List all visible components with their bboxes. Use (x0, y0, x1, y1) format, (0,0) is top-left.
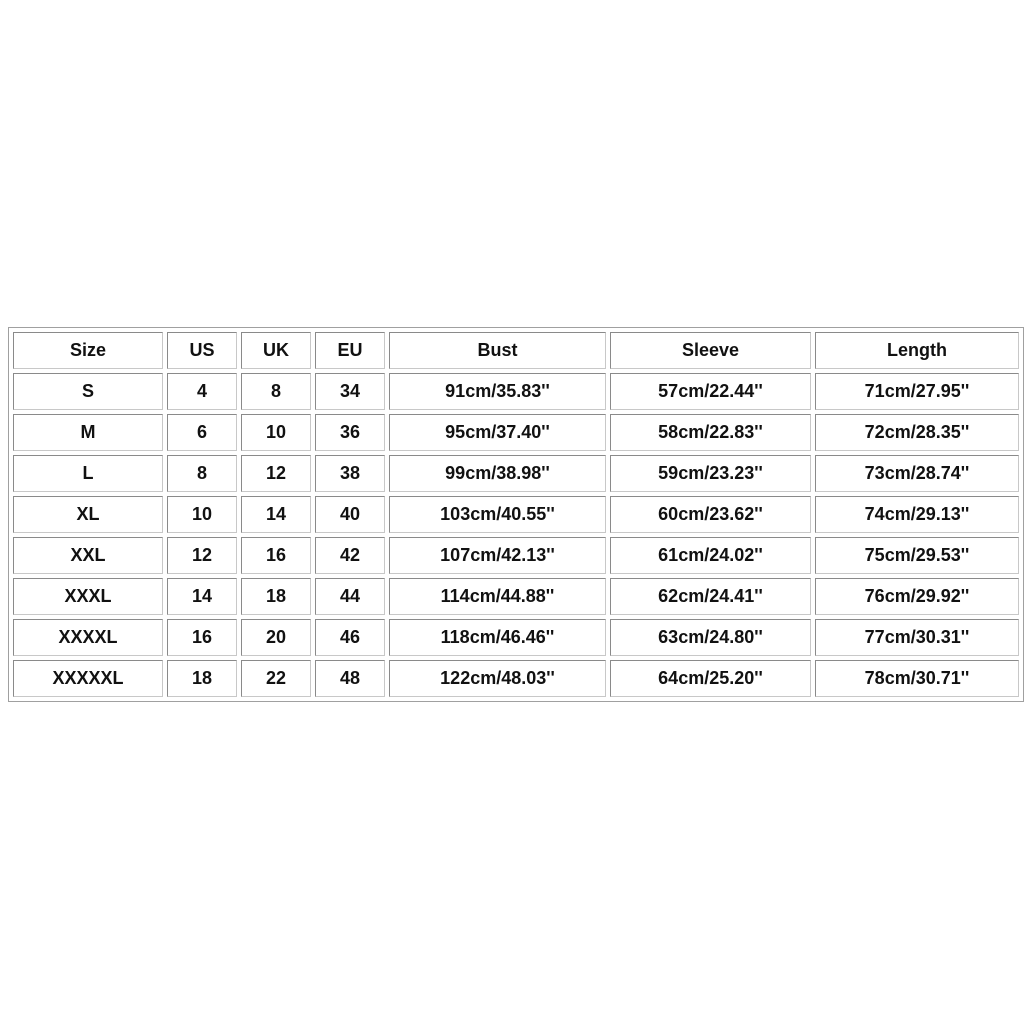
header-size: Size (13, 332, 163, 369)
header-us: US (167, 332, 237, 369)
cell-uk: 8 (241, 373, 311, 410)
cell-size: XL (13, 496, 163, 533)
cell-us: 18 (167, 660, 237, 697)
cell-uk: 12 (241, 455, 311, 492)
cell-uk: 20 (241, 619, 311, 656)
table-row (13, 414, 1019, 451)
cell-bust: 95cm/37.40'' (389, 414, 606, 451)
table-header-row (13, 332, 1019, 369)
cell-length: 75cm/29.53'' (815, 537, 1019, 574)
cell-size: XXXL (13, 578, 163, 615)
cell-sleeve: 57cm/22.44'' (610, 373, 811, 410)
cell-us: 6 (167, 414, 237, 451)
cell-length: 77cm/30.31'' (815, 619, 1019, 656)
cell-uk: 14 (241, 496, 311, 533)
cell-length: 73cm/28.74'' (815, 455, 1019, 492)
cell-length: 74cm/29.13'' (815, 496, 1019, 533)
cell-bust: 118cm/46.46'' (389, 619, 606, 656)
cell-bust: 99cm/38.98'' (389, 455, 606, 492)
cell-sleeve: 63cm/24.80'' (610, 619, 811, 656)
cell-length: 72cm/28.35'' (815, 414, 1019, 451)
cell-bust: 122cm/48.03'' (389, 660, 606, 697)
cell-bust: 103cm/40.55'' (389, 496, 606, 533)
cell-size: M (13, 414, 163, 451)
header-sleeve: Sleeve (610, 332, 811, 369)
cell-bust: 107cm/42.13'' (389, 537, 606, 574)
header-bust: Bust (389, 332, 606, 369)
cell-size: XXXXL (13, 619, 163, 656)
cell-eu: 46 (315, 619, 385, 656)
table-row (13, 496, 1019, 533)
cell-sleeve: 59cm/23.23'' (610, 455, 811, 492)
table-row (13, 578, 1019, 615)
cell-sleeve: 62cm/24.41'' (610, 578, 811, 615)
cell-eu: 42 (315, 537, 385, 574)
cell-us: 12 (167, 537, 237, 574)
cell-eu: 34 (315, 373, 385, 410)
cell-uk: 22 (241, 660, 311, 697)
cell-sleeve: 58cm/22.83'' (610, 414, 811, 451)
cell-us: 10 (167, 496, 237, 533)
cell-sleeve: 64cm/25.20'' (610, 660, 811, 697)
cell-eu: 44 (315, 578, 385, 615)
cell-length: 71cm/27.95'' (815, 373, 1019, 410)
cell-us: 16 (167, 619, 237, 656)
cell-eu: 36 (315, 414, 385, 451)
cell-size: XXXXXL (13, 660, 163, 697)
header-eu: EU (315, 332, 385, 369)
size-chart-table (8, 327, 1024, 702)
table-row (13, 660, 1019, 697)
cell-uk: 10 (241, 414, 311, 451)
table-row (13, 373, 1019, 410)
cell-uk: 18 (241, 578, 311, 615)
cell-sleeve: 60cm/23.62'' (610, 496, 811, 533)
cell-bust: 91cm/35.83'' (389, 373, 606, 410)
cell-size: L (13, 455, 163, 492)
header-length: Length (815, 332, 1019, 369)
cell-size: XXL (13, 537, 163, 574)
cell-us: 8 (167, 455, 237, 492)
table-row (13, 455, 1019, 492)
cell-eu: 40 (315, 496, 385, 533)
cell-size: S (13, 373, 163, 410)
cell-us: 14 (167, 578, 237, 615)
table-row (13, 537, 1019, 574)
cell-eu: 48 (315, 660, 385, 697)
cell-bust: 114cm/44.88'' (389, 578, 606, 615)
cell-length: 76cm/29.92'' (815, 578, 1019, 615)
header-uk: UK (241, 332, 311, 369)
cell-sleeve: 61cm/24.02'' (610, 537, 811, 574)
cell-uk: 16 (241, 537, 311, 574)
cell-eu: 38 (315, 455, 385, 492)
table-row (13, 619, 1019, 656)
cell-length: 78cm/30.71'' (815, 660, 1019, 697)
cell-us: 4 (167, 373, 237, 410)
